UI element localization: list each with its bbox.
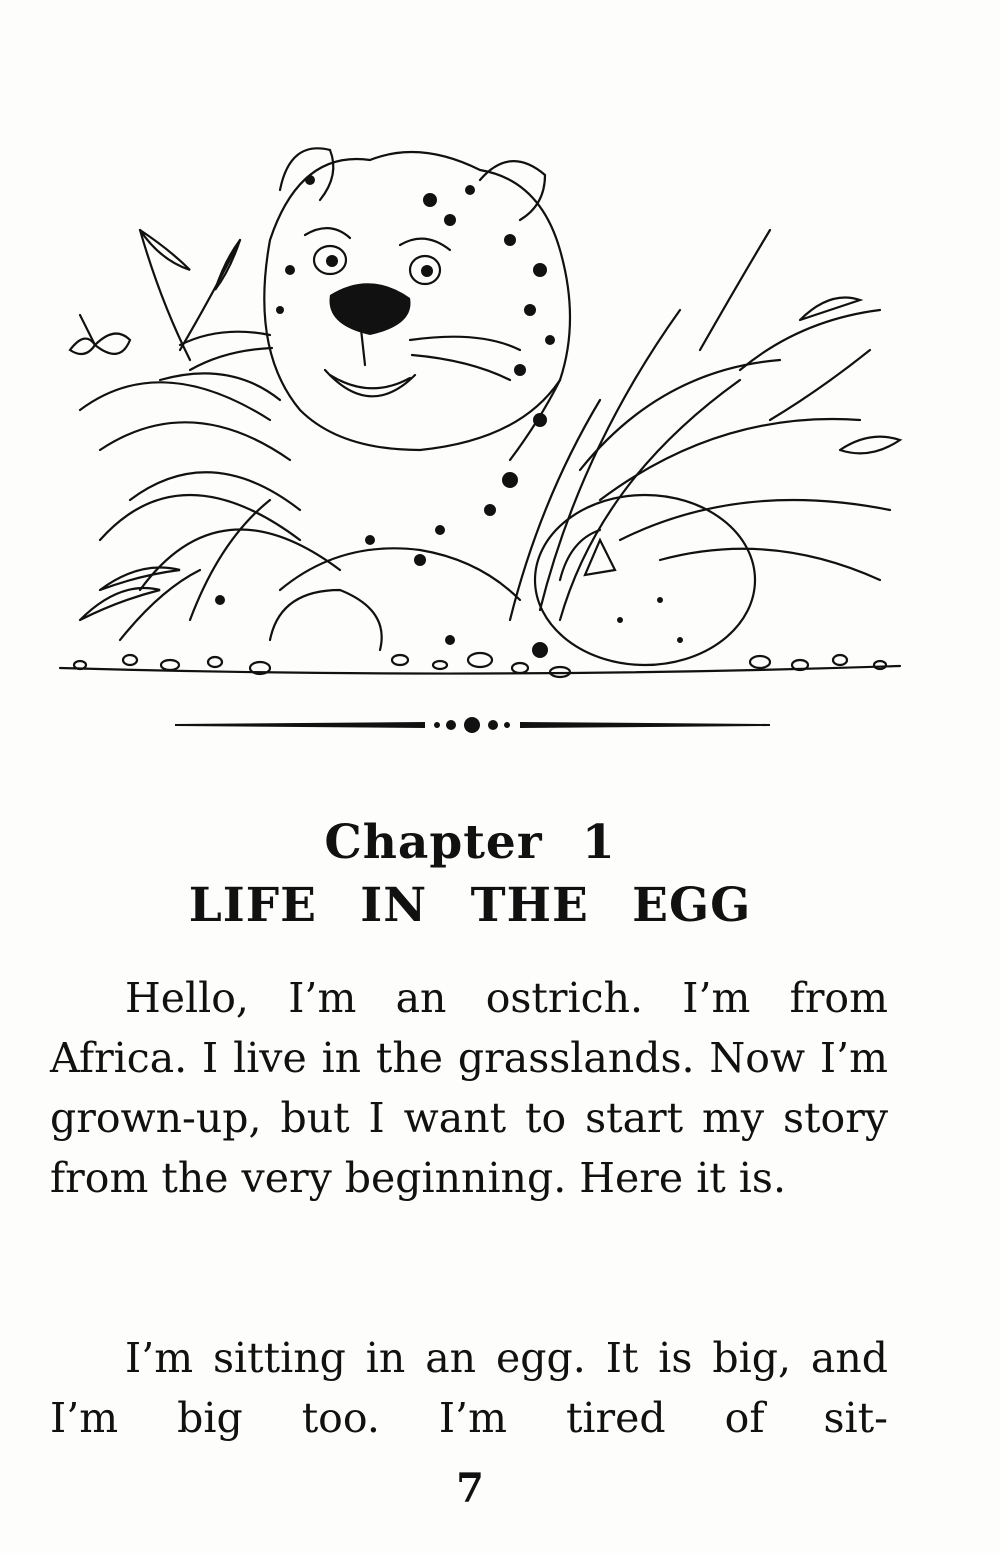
paragraph: Hello, I’m an ostrich. I’m from Africa. I live in the grasslands. Now I’m grown-up, but I want to start my story from the very beginning. Here it is.	[50, 974, 888, 1202]
chapter-number: Chapter 1	[324, 815, 616, 870]
page-number: 7	[456, 1465, 484, 1512]
paragraph: I’m sitting in an egg. It is big, and I’m big too. I’m tired of sit-	[50, 1334, 888, 1442]
chapter-title: LIFE IN THE EGG	[188, 878, 752, 933]
cheetah-and-egg-illustration	[40, 120, 920, 700]
section-divider	[175, 712, 770, 738]
